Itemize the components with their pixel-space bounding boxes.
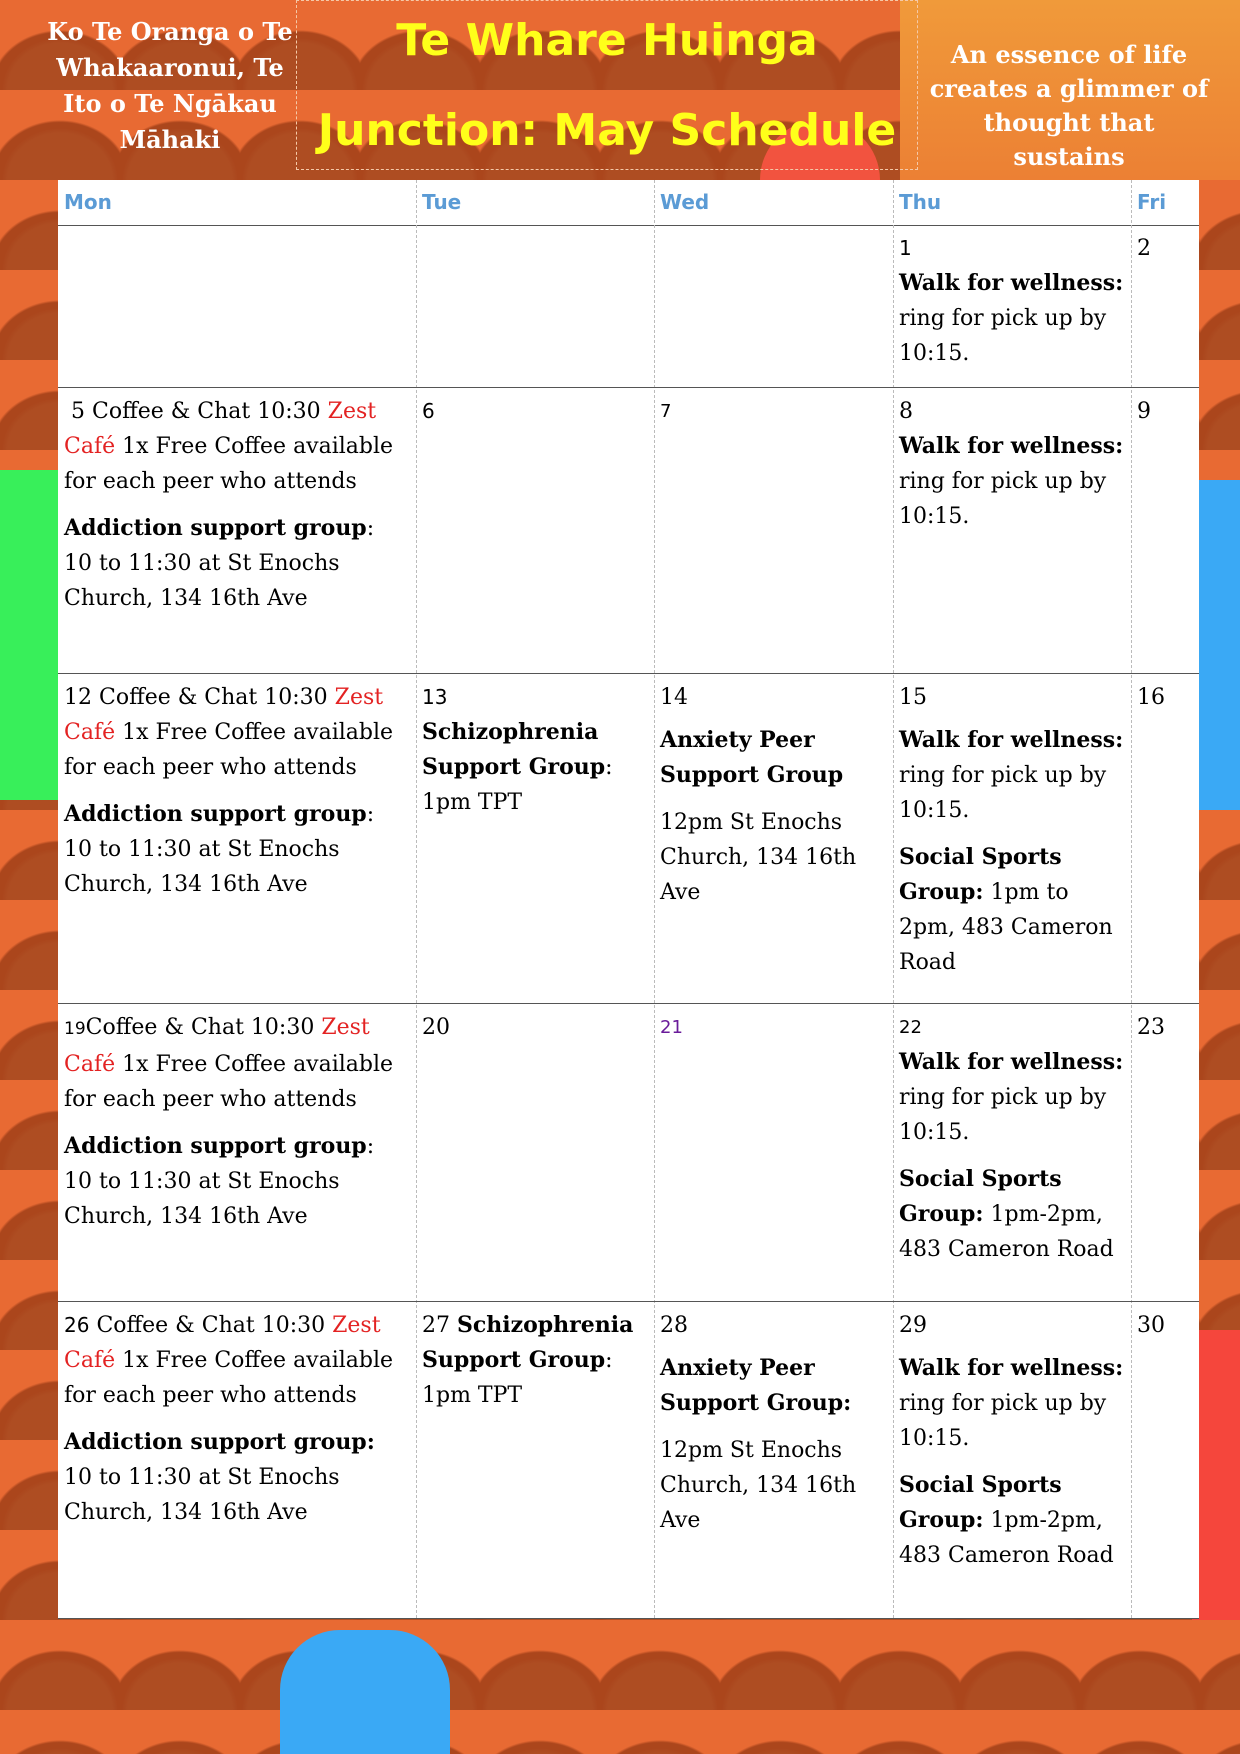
date-number: 2 xyxy=(1137,236,1151,261)
day-cell xyxy=(1131,1302,1199,1618)
day-cell xyxy=(654,1302,893,1618)
event-coffee: 5 Coffee & Chat 10:30 Zest Café 1x Free Coffee available for each peer who attends xyxy=(64,399,394,494)
title-line-1: Te Whare Huinga xyxy=(396,15,818,66)
date-number: 28 xyxy=(660,1313,688,1338)
week-row xyxy=(58,1302,1199,1619)
background-red-tiles xyxy=(1192,1330,1240,1620)
day-cell xyxy=(1131,225,1199,387)
day-cell xyxy=(893,225,1131,387)
date-number: 29 xyxy=(899,1313,927,1338)
event-addiction: Addiction support group: 10 to 11:30 at St Enochs Church, 134 16th Ave xyxy=(64,801,375,897)
week-row xyxy=(58,674,1199,1004)
day-cell xyxy=(58,674,416,1003)
day-cell xyxy=(416,388,654,673)
day-cell xyxy=(1131,388,1199,673)
event-coffee: 19Coffee & Chat 10:30 Zest Café 1x Free Coffee available for each peer who attends xyxy=(64,1015,394,1112)
event-walk: Walk for wellness: ring for pick up by 10:15. xyxy=(899,270,1124,366)
date-number: 6 xyxy=(422,399,435,423)
day-cell xyxy=(893,1302,1131,1618)
event-schizophrenia: Schizophrenia Support Group: 1pm TPT xyxy=(422,719,613,815)
day-name-tue: Tue xyxy=(422,190,462,214)
event-anxiety-details: 12pm St Enochs Church, 134 16th Ave xyxy=(660,1438,857,1533)
date-number: 15 xyxy=(899,685,927,710)
week-row xyxy=(58,388,1199,674)
day-name-mon: Mon xyxy=(64,190,112,214)
event-addiction: Addiction support group: 10 to 11:30 at St Enochs Church, 134 16th Ave xyxy=(64,1429,375,1525)
date-number: 8 xyxy=(899,399,913,424)
day-cell xyxy=(1131,674,1199,1003)
day-cell xyxy=(1131,1004,1199,1301)
day-cell xyxy=(416,1004,654,1301)
event-coffee: 12 Coffee & Chat 10:30 Zest Café 1x Free Coffee available for each peer who attends xyxy=(64,685,394,780)
day-cell xyxy=(654,674,893,1003)
background-green-tiles xyxy=(0,470,60,800)
date-number: 7 xyxy=(660,401,672,422)
event-anxiety: Anxiety Peer Support Group: xyxy=(660,1355,852,1416)
event-addiction: Addiction support group: 10 to 11:30 at St Enochs Church, 134 16th Ave xyxy=(64,1133,375,1229)
day-name-thu: Thu xyxy=(899,190,942,214)
day-cell xyxy=(58,1004,416,1301)
event-walk: Walk for wellness: ring for pick up by 10:15. xyxy=(899,433,1124,529)
page-title xyxy=(296,0,918,170)
event-social-sports: Social Sports Group: 1pm-2pm, 483 Cameron Road xyxy=(899,1472,1114,1568)
event-social-sports: Social Sports Group: 1pm to 2pm, 483 Cameron Road xyxy=(899,844,1113,975)
day-cell xyxy=(416,1302,654,1618)
date-number: 23 xyxy=(1137,1015,1165,1040)
date-number: 20 xyxy=(422,1015,450,1040)
date-number: 14 xyxy=(660,685,688,710)
header-motto-right: An essence of life creates a glimmer of thought that sustains xyxy=(929,40,1209,171)
header-motto-left: Ko Te Oranga o Te Whakaaronui, Te Ito o Te Ngākau Māhaki xyxy=(47,17,293,154)
day-name-wed: Wed xyxy=(660,190,710,214)
event-walk: Walk for wellness: ring for pick up by 10:15. xyxy=(899,1049,1124,1145)
event-walk: Walk for wellness: ring for pick up by 10:15. xyxy=(899,1355,1124,1451)
calendar-header-row xyxy=(58,180,1199,226)
date-number: 22 xyxy=(899,1017,922,1038)
date-number: 1 xyxy=(899,236,912,260)
date-number: 30 xyxy=(1137,1313,1165,1338)
day-cell xyxy=(893,388,1131,673)
date-number: 21 xyxy=(660,1017,683,1038)
day-cell xyxy=(893,674,1131,1003)
day-cell xyxy=(654,388,893,673)
event-schizophrenia: 27 Schizophrenia Support Group: 1pm TPT xyxy=(422,1312,634,1408)
background-blue-tiles xyxy=(1192,480,1240,810)
week-row xyxy=(58,225,1199,388)
day-name-fri: Fri xyxy=(1137,190,1167,214)
day-cell xyxy=(58,1302,416,1618)
event-anxiety-details: 12pm St Enochs Church, 134 16th Ave xyxy=(660,810,857,905)
background-blue-tile xyxy=(280,1630,450,1754)
event-social-sports: Social Sports Group: 1pm-2pm, 483 Cameron Road xyxy=(899,1166,1114,1262)
event-anxiety: Anxiety Peer Support Group xyxy=(660,727,844,788)
event-walk: Walk for wellness: ring for pick up by 10:15. xyxy=(899,727,1124,823)
date-number: 13 xyxy=(422,685,448,709)
date-number: 9 xyxy=(1137,399,1151,424)
date-number: 16 xyxy=(1137,685,1165,710)
day-cell xyxy=(416,674,654,1003)
week-row xyxy=(58,1004,1199,1302)
day-cell xyxy=(654,1004,893,1301)
title-line-2: Junction: May Schedule xyxy=(317,105,897,156)
calendar-table xyxy=(58,180,1199,1618)
day-cell xyxy=(893,1004,1131,1301)
event-addiction: Addiction support group: 10 to 11:30 at St Enochs Church, 134 16th Ave xyxy=(64,515,375,611)
day-cell xyxy=(58,388,416,673)
event-coffee: 26 Coffee & Chat 10:30 Zest Café 1x Free Coffee available for each peer who attends xyxy=(64,1313,394,1408)
